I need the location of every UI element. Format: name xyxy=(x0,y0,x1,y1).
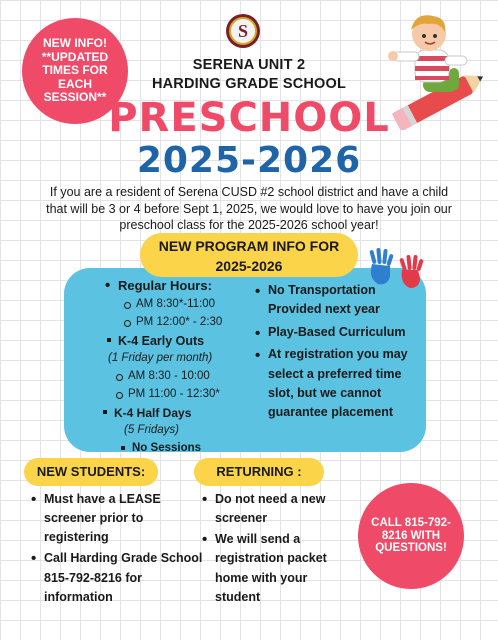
early-am-hours: AM 8:30 - 10:00 xyxy=(128,370,210,382)
list-item: • Must have a LEASE screener prior to registering xyxy=(44,490,204,547)
district-name: SERENA UNIT 2 xyxy=(192,57,306,73)
call-badge xyxy=(358,483,464,589)
half-days-note: (5 Fridays) xyxy=(124,424,179,436)
program-title-line2: 2025-2026 xyxy=(215,258,283,275)
early-pm-hours: PM 11:00 - 12:30* xyxy=(128,388,220,400)
list-item: • We will send a registration packet home with your student xyxy=(215,530,355,607)
program-title-banner xyxy=(140,233,358,277)
call-text: CALL 815-792-8216 WITH QUESTIONS! xyxy=(371,516,451,555)
list-item: • Do not need a new screener xyxy=(215,490,355,528)
new-info-text: NEW INFO! **UPDATED TIMES FOR EACH SESSION** xyxy=(41,36,109,105)
kid-on-pencil-illustration xyxy=(385,10,493,130)
logo-ring xyxy=(229,17,257,45)
logo-letter: S xyxy=(237,20,248,41)
pm-hours: PM 12:00* - 2:30 xyxy=(136,316,223,328)
program-right-item: • At registration you may select a preferred time slot, but we cannot guarantee placement xyxy=(268,345,428,423)
new-students-list xyxy=(44,490,204,607)
school-name: HARDING GRADE SCHOOL xyxy=(151,76,347,92)
early-outs-label: K-4 Early Outs xyxy=(118,334,205,348)
program-right-list xyxy=(268,281,428,423)
program-right-item: • No Transportation Provided next year xyxy=(268,281,428,320)
regular-hours-label: • Regular Hours: xyxy=(118,278,212,293)
new-students-title: NEW STUDENTS: xyxy=(24,458,158,486)
returning-list xyxy=(215,490,355,607)
list-item: • Call Harding Grade School 815-792-8216 for information xyxy=(44,549,204,606)
program-title-line1: NEW PROGRAM INFO FOR xyxy=(158,238,340,254)
half-days-label: K-4 Half Days xyxy=(114,406,192,420)
school-logo xyxy=(226,14,260,48)
returning-title: RETURNING : xyxy=(194,458,324,486)
early-outs-note: (1 Friday per month) xyxy=(108,352,213,364)
school-year: 2025-2026 xyxy=(136,140,362,181)
am-hours: AM 8:30*-11:00 xyxy=(136,298,216,310)
intro-paragraph: If you are a resident of Serena CUSD #2 school district and have a child that will be 3 or 4 before Sept 1, 2025, we would love to have you join our preschool class for the 2025-2026 school year! xyxy=(46,185,452,232)
page-title: PRESCHOOL xyxy=(108,95,390,141)
no-sessions: No Sessions xyxy=(132,442,202,454)
program-right-item: • Play-Based Curriculum xyxy=(268,323,428,342)
